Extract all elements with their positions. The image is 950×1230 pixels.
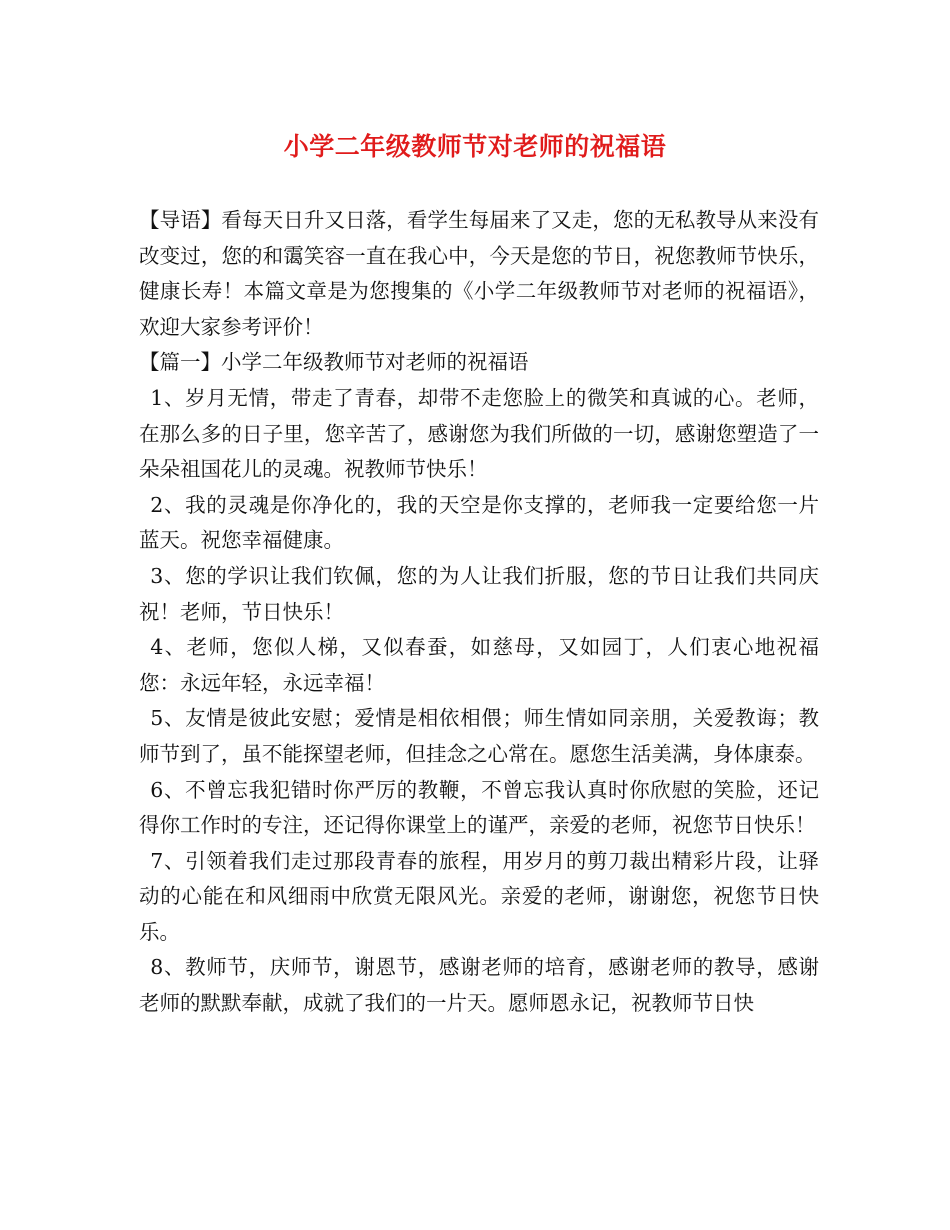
list-item: 8、教师节，庆师节，谢恩节，感谢老师的培育，感谢老师的教导，感谢老师的默默奉献，成就了我们的一片天。愿师恩永记，祝教师节日快 bbox=[139, 955, 819, 1016]
list-item: 1、岁月无情，带走了青春，却带不走您脸上的微笑和真诚的心。老师，在那么多的日子里，您辛苦了，感谢您为我们所做的一切，感谢您塑造了一朵朵祖国花儿的灵魂。祝教师节快乐！ bbox=[139, 385, 819, 482]
list-item: 2、我的灵魂是你净化的，我的天空是你支撑的，老师我一定要给您一片蓝天。祝您幸福健康。 bbox=[139, 492, 819, 553]
list-item: 5、友情是彼此安慰；爱情是相依相偎；师生情如同亲朋，关爱教诲；教师节到了，虽不能探望老师，但挂念之心常在。愿您生活美满，身体康泰。 bbox=[139, 706, 819, 766]
list-item: 3、您的学识让我们钦佩，您的为人让我们折服，您的节日让我们共同庆祝！老师，节日快乐！ bbox=[139, 563, 819, 624]
section-heading: 【篇一】小学二年级教师节对老师的祝福语 bbox=[139, 350, 529, 375]
intro-paragraph: 【导语】看每天日升又日落，看学生每届来了又走，您的无私教导从来没有改变过，您的和霭笑容一直在我心中，今天是您的节日，祝您教师节快乐，健康长寿！本篇文章是为您搜集的《小学二年级教师节对老师的祝福语》，欢迎大家参考评价！ bbox=[139, 208, 819, 339]
list-item: 4、老师，您似人梯，又似春蚕，如慈母，又如园丁，人们衷心地祝福您：永远年轻，永远幸福！ bbox=[139, 635, 819, 695]
article-body bbox=[139, 203, 819, 1022]
list-item: 6、不曾忘我犯错时你严厉的教鞭，不曾忘我认真时你欣慰的笑脸，还记得你工作时的专注，还记得你课堂上的谨严，亲爱的老师，祝您节日快乐！ bbox=[139, 777, 819, 838]
list-item: 7、引领着我们走过那段青春的旅程，用岁月的剪刀裁出精彩片段，让驿动的心能在和风细雨中欣赏无限风光。亲爱的老师，谢谢您，祝您节日快乐。 bbox=[139, 848, 819, 944]
page-title: 小学二年级教师节对老师的祝福语 bbox=[283, 132, 667, 161]
